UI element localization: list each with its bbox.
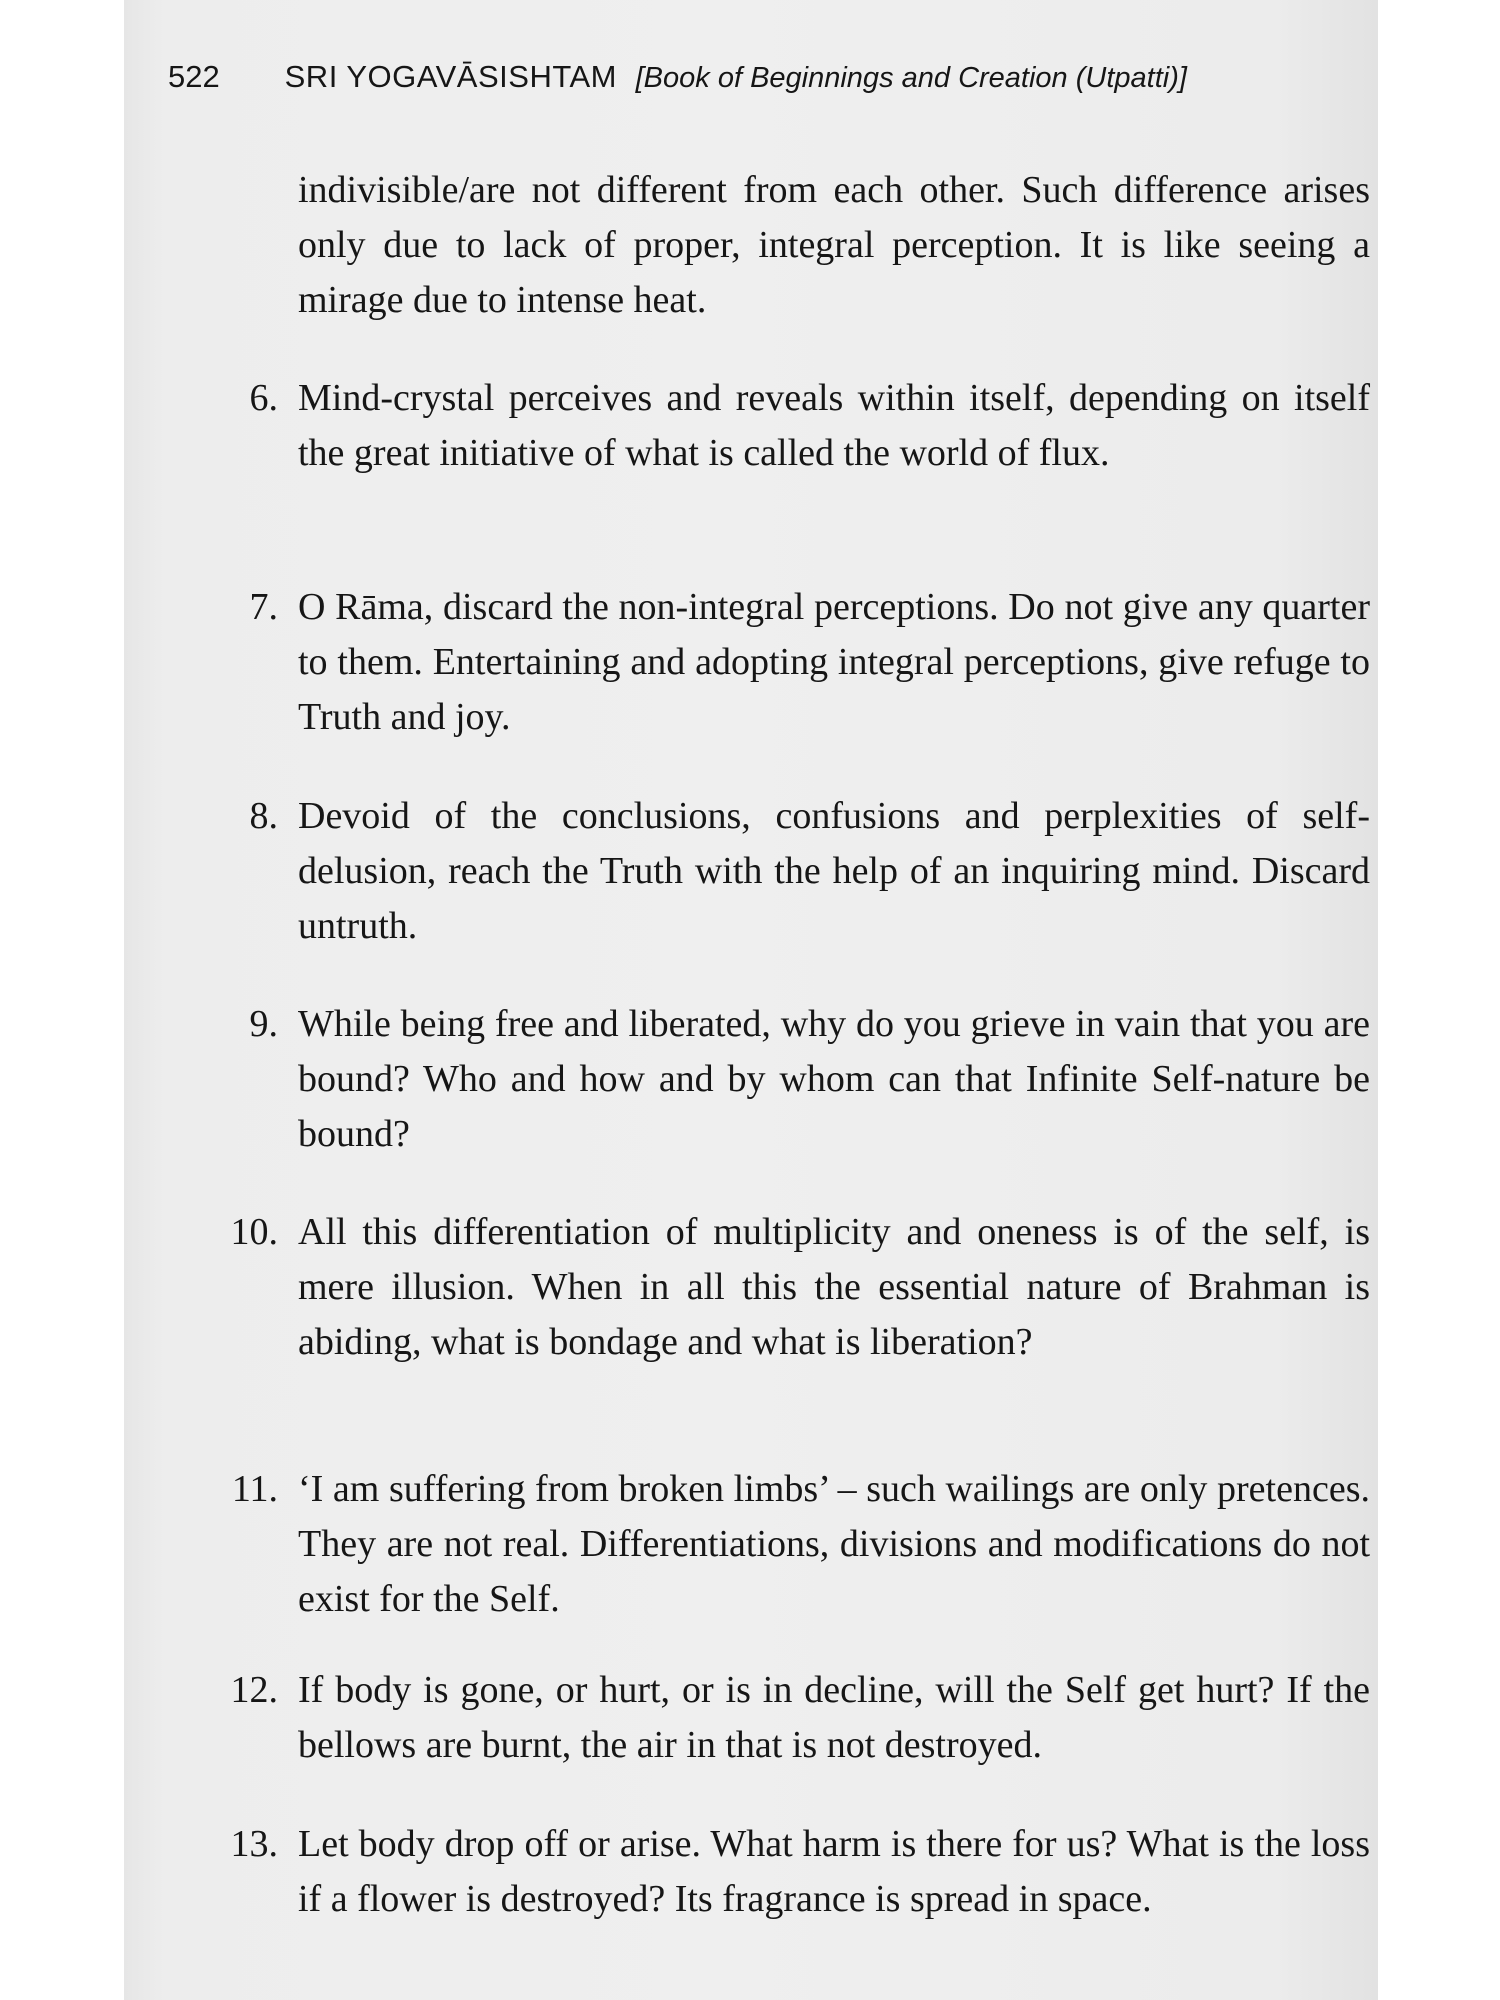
book-title: SRI YOGAVĀSISHTAM <box>284 59 617 94</box>
verse-number: 12. <box>230 1669 278 1711</box>
verse-6 <box>210 371 1370 481</box>
verse-text: All this differentiation of multiplicity and oneness is of the self, is mere illusion. When in all this the essential nature of Brahman is abiding, what is bondage and what is liberation? <box>298 1211 1370 1363</box>
verse-11 <box>210 1462 1370 1627</box>
verse-number: 7. <box>249 586 278 628</box>
verse-text: If body is gone, or hurt, or is in decline, will the Self get hurt? If the bellows are burnt, the air in that is not destroyed. <box>298 1669 1370 1766</box>
verse-continuation <box>210 163 1370 328</box>
verse-12 <box>210 1663 1370 1773</box>
verse-number: 8. <box>249 795 278 837</box>
verse-text: O Rāma, discard the non-integral perceptions. Do not give any quarter to them. Entertaining and adopting integral perceptions, give refuge to Truth and joy. <box>298 586 1370 738</box>
left-margin <box>0 0 124 2000</box>
verse-text: While being free and liberated, why do you grieve in vain that you are bound? Who and how and by whom can that Infinite Self-nature be bound? <box>298 1003 1370 1155</box>
verse-text: Devoid of the conclusions, confusions and perplexities of self-delusion, reach the Truth with the help of an inquiring mind. Discard untruth. <box>298 795 1370 947</box>
right-margin <box>1378 0 1500 2000</box>
verse-number: 10. <box>230 1211 278 1253</box>
verse-number: 9. <box>249 1003 278 1045</box>
verse-7 <box>210 580 1370 745</box>
verse-number: 11. <box>231 1468 278 1510</box>
verse-9 <box>210 997 1370 1162</box>
verse-8 <box>210 789 1370 954</box>
verse-text: ‘I am suffering from broken limbs’ – such wailings are only pretences. They are not real. Differentiations, divisions and modifications do not exist for the Self. <box>298 1468 1370 1620</box>
section-title: [Book of Beginnings and Creation (Utpatti)] <box>635 62 1187 94</box>
verse-text: Let body drop off or arise. What harm is there for us? What is the loss if a flower is destroyed? Its fragrance is spread in space. <box>298 1823 1370 1920</box>
page-number: 522 <box>168 59 220 94</box>
running-head <box>168 52 1328 102</box>
verse-text: indivisible/are not different from each other. Such difference arises only due to lack of proper, integral perception. It is like seeing a mirage due to intense heat. <box>298 169 1370 321</box>
verse-number: 13. <box>230 1823 278 1865</box>
verse-text: Mind-crystal perceives and reveals within itself, depending on itself the great initiative of what is called the world of flux. <box>298 377 1370 474</box>
verse-13 <box>210 1817 1370 1927</box>
verse-10 <box>210 1205 1370 1370</box>
verse-number: 6. <box>249 377 278 419</box>
